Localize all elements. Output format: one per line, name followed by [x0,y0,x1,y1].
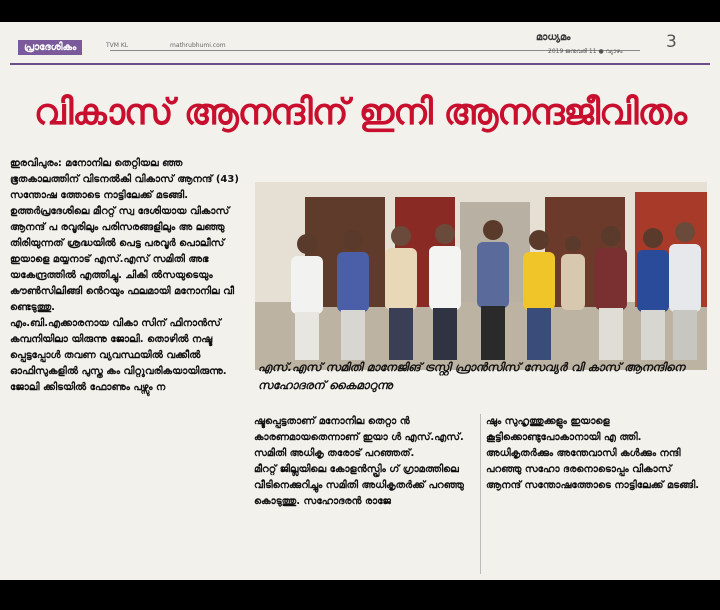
masthead-logo: മാധ്യമം [536,32,571,43]
paragraph: ഷും സുഹൃത്തുക്കളും ഇയാളെ കൂട്ടിക്കൊണ്ടുപോകാനായി എ ത്തി. [486,416,642,443]
newspaper-page [0,22,720,580]
paragraph: എം.ബി.എക്കാരനായ വികാ സിന് ഫിനാൻസ് കമ്പനിയിലാ യിരുന്നു ജോലി. തൊഴിൽ നഷ്ട പ്പെട്ടപ്പോൾ തവണ വ്യവസ്ഥയിൽ വക്കീൽ ഓഫിസുകളിൽ പുസ്ത കം വിറ്റുവരികയായിരുന്നു. ജോലി ക്കിടയിൽ ഫോണും പഴ്സും ന [10,318,227,393]
page-header [0,22,720,60]
column-divider [480,414,481,574]
photo-caption: എസ്.എസ് സമിതി മാനേജിങ് ട്രസ്റ്റി ഫ്രാൻസിസ് സേവ്യർ വി കാസ് ആനന്ദിനെ സഹോദരന് കൈമാറുന്നു [258,360,685,392]
news-photo [255,182,707,370]
edition-code: TVM KL [106,42,129,49]
issue-date: 2019 ജനുവരി 11 ● വ്യാഴം [548,48,623,55]
header-divider [10,63,710,65]
group-photo-image [255,182,707,370]
paragraph: മീററ്റ് ജില്ലയിലെ കോളൻസ്പ്രിം ഗ് ഗ്രാമത്തിലെ വീടിനെക്കുറിച്ചും സമിതി അധികൃതർക്ക് പറഞ്ഞു കൊടുത്തു. സഹോദരൻ രാജേ [254,464,464,507]
paragraph: ഇരവിപുരം: മനോനില തെറ്റിയല ഞ്ഞ ഭൂതകാലത്തിന് വിടനൽകി വികാസ് ആനന്ദ് (43) സന്തോഷ ത്തോടെ നാട്ടിലേക്ക് മടങ്ങി. [10,158,239,201]
paragraph: ഉത്തർപ്രദേശിലെ മീററ്റ് സ്വ ദേശിയായ വികാസ് ആനന്ദ് പ രവൂരിലും പരിസരങ്ങളിലും അ ലഞ്ഞു തിരിയുന്നത് ശ്രദ്ധയിൽ പെട്ട പരവൂർ പൊലീസ് ഇയാളെ മയ്യനാട് എസ്.എസ് സമിതി അഭ യകേന്ദ്രത്തിൽ എത്തിച്ചു. ചികി ൽസയുടെയും കൗൺസിലിങ്ങി ൻെറയും ഫലമായി മനോനില വീ ണ്ടെടുത്തു. [10,206,235,313]
section-tag: പ്രാദേശികം [18,40,82,55]
article-column-2 [254,414,476,576]
paragraph: അധികൃതർക്കും അന്തേവാസി കൾക്കും നന്ദി പറഞ്ഞു സഹോ ദരനൊടൊപ്പം വികാസ് ആനന്ദ് സന്തോഷത്തോടെ നാട്ടിലേക്ക് മടങ്ങി. [486,448,700,491]
article-column-3 [486,414,708,576]
headline: വികാസ് ആനന്ദിന് ഇനി ആനന്ദജീവിതം [33,92,687,133]
article-column-1 [10,156,248,576]
website-text: mathrubhumi.com [170,42,226,49]
paragraph: ഷ്ടപ്പെട്ടതാണ് മനോനില തെറ്റാ ൻ കാരണമായതെന്നാണ് ഇയാ ൾ എസ്.എസ്. സമിതി അധികൃ തരോട് പറഞ്ഞത്. [254,416,464,459]
page-number: 3 [666,32,677,52]
